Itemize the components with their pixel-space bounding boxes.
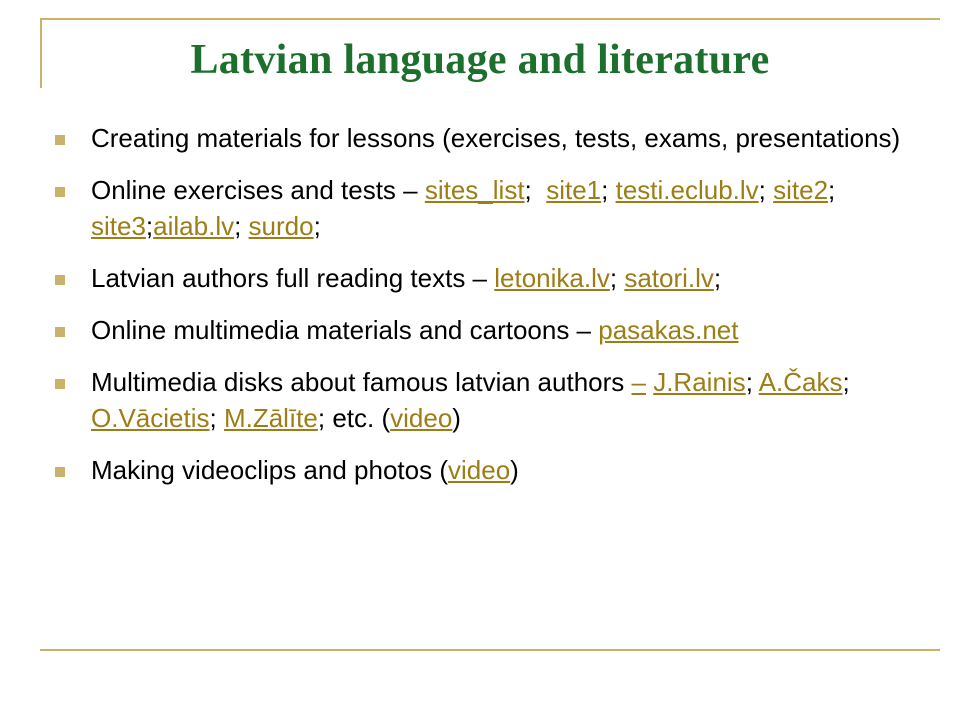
link-m-zalite[interactable]: M.Zālīte xyxy=(223,403,318,433)
link-site2[interactable]: site2 xyxy=(773,175,829,205)
link-testi-eclub[interactable]: testi.eclub.lv xyxy=(615,175,759,205)
bullet-square-icon xyxy=(55,467,65,477)
link-letonika[interactable]: letonika.lv xyxy=(494,263,610,293)
link-ailab[interactable]: ailab.lv xyxy=(153,211,235,241)
link-dash[interactable]: – xyxy=(631,367,646,397)
decor-bottom-rule xyxy=(40,649,940,651)
link-pasakas[interactable]: pasakas.net xyxy=(598,315,739,345)
link-surdo[interactable]: surdo xyxy=(248,211,314,241)
bullet-list xyxy=(55,120,915,504)
link-a-caks[interactable]: A.Čaks xyxy=(758,367,843,397)
bullet-item-videoclips: Making videoclips and photos (video) xyxy=(55,452,915,488)
bullet-item-multimedia-cartoons xyxy=(55,312,915,348)
bullet-item-online-exercises: Online exercises and tests – sites_list; site1; testi.eclub.lv; site2; site3;ailab.lv; surdo; xyxy=(55,172,915,244)
bullet-item-reading-texts: Latvian authors full reading texts – letonika.lv; satori.lv; xyxy=(55,260,915,296)
bullet-square-icon xyxy=(55,379,65,389)
link-site3[interactable]: site3 xyxy=(91,211,146,241)
bullet-item-materials xyxy=(55,120,915,156)
bullet-square-icon xyxy=(55,135,65,145)
link-sites-list[interactable]: sites_list xyxy=(424,175,525,205)
slide-title: Latvian language and literature xyxy=(190,37,770,83)
link-site1[interactable]: site1 xyxy=(546,175,602,205)
link-o-vacietis[interactable]: O.Vācietis xyxy=(91,403,210,433)
bullet-item-multimedia-disks: Multimedia disks about famous latvian authors – J.Rainis; A.Čaks; O.Vācietis; M.Zālīte; etc. (video) xyxy=(55,364,915,436)
link-j-rainis[interactable]: J.Rainis xyxy=(653,367,746,397)
link-video-clips[interactable]: video xyxy=(448,455,511,485)
bullet-square-icon xyxy=(55,275,65,285)
bullet-text: Online exercises and tests – xyxy=(91,175,425,205)
bullet-text: Latvian authors full reading texts – xyxy=(91,263,495,293)
link-satori[interactable]: satori.lv xyxy=(624,263,714,293)
bullet-text: Online multimedia materials and cartoons – xyxy=(91,315,599,345)
bullet-text: Creating materials for lessons (exercises, tests, exams, presentations) xyxy=(91,123,901,153)
bullet-text: Multimedia disks about famous latvian authors xyxy=(91,367,632,397)
bullet-text: Making videoclips and photos xyxy=(91,455,440,485)
bullet-square-icon xyxy=(55,187,65,197)
decor-top-rule xyxy=(40,18,940,20)
bullet-square-icon xyxy=(55,327,65,337)
etc-text: etc. xyxy=(332,403,375,433)
link-video-disks[interactable]: video xyxy=(390,403,453,433)
